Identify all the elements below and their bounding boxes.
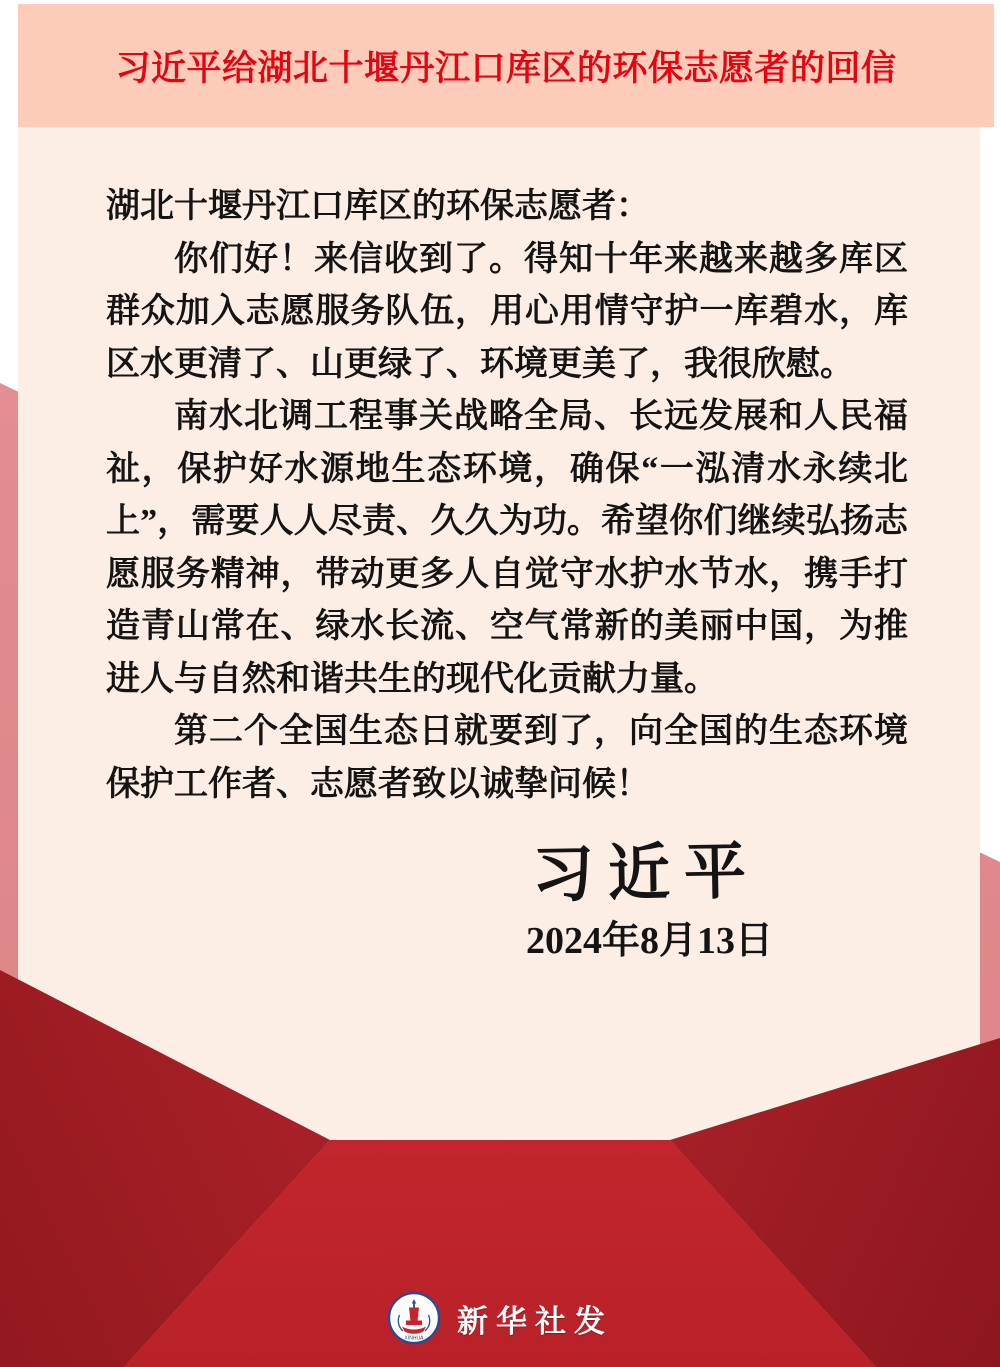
letter-body [106, 234, 908, 812]
agency-footer [0, 1288, 1000, 1348]
xinhua-emblem-icon [387, 1291, 441, 1345]
poster-title: 习近平给湖北十堰丹江口库区的环保志愿者的回信 [115, 48, 897, 88]
svg-text:XINHUA: XINHUA [404, 1335, 424, 1342]
agency-credit: 新华社发 [457, 1303, 613, 1339]
letter-date: 2024年8月13日 [525, 920, 773, 963]
letter-salutation: 湖北十堰丹江口库区的环保志愿者： [106, 188, 650, 225]
title-banner [18, 4, 994, 127]
signature-block [106, 837, 908, 911]
letter-paragraph: 第二个全国生态日就要到了，向全国的生态环境保护工作者、志愿者致以诚挚问候！ [106, 713, 908, 803]
letter-paragraph: 南水北调工程事关战略全局、长远发展和人民福祉，保护好水源地生态环境，确保“一泓清水永续北上”，需要人人尽责、久久为功。希望你们继续弘扬志愿服务精神，带动更多人自觉守水护水节水，携手打造青山常在、绿水长流、空气常新的美丽中国，为推进人与自然和谐共生的现代化贡献力量。 [106, 398, 908, 698]
letter-paragraph: 你们好！来信收到了。得知十年来越来越多库区群众加入志愿服务队伍，用心用情守护一库碧水，库区水更清了、山更绿了、环境更美了，我很欣慰。 [106, 240, 908, 383]
signature: 习近平 [531, 838, 761, 910]
letter-content [18, 127, 980, 1141]
letter-paper [18, 127, 980, 1141]
